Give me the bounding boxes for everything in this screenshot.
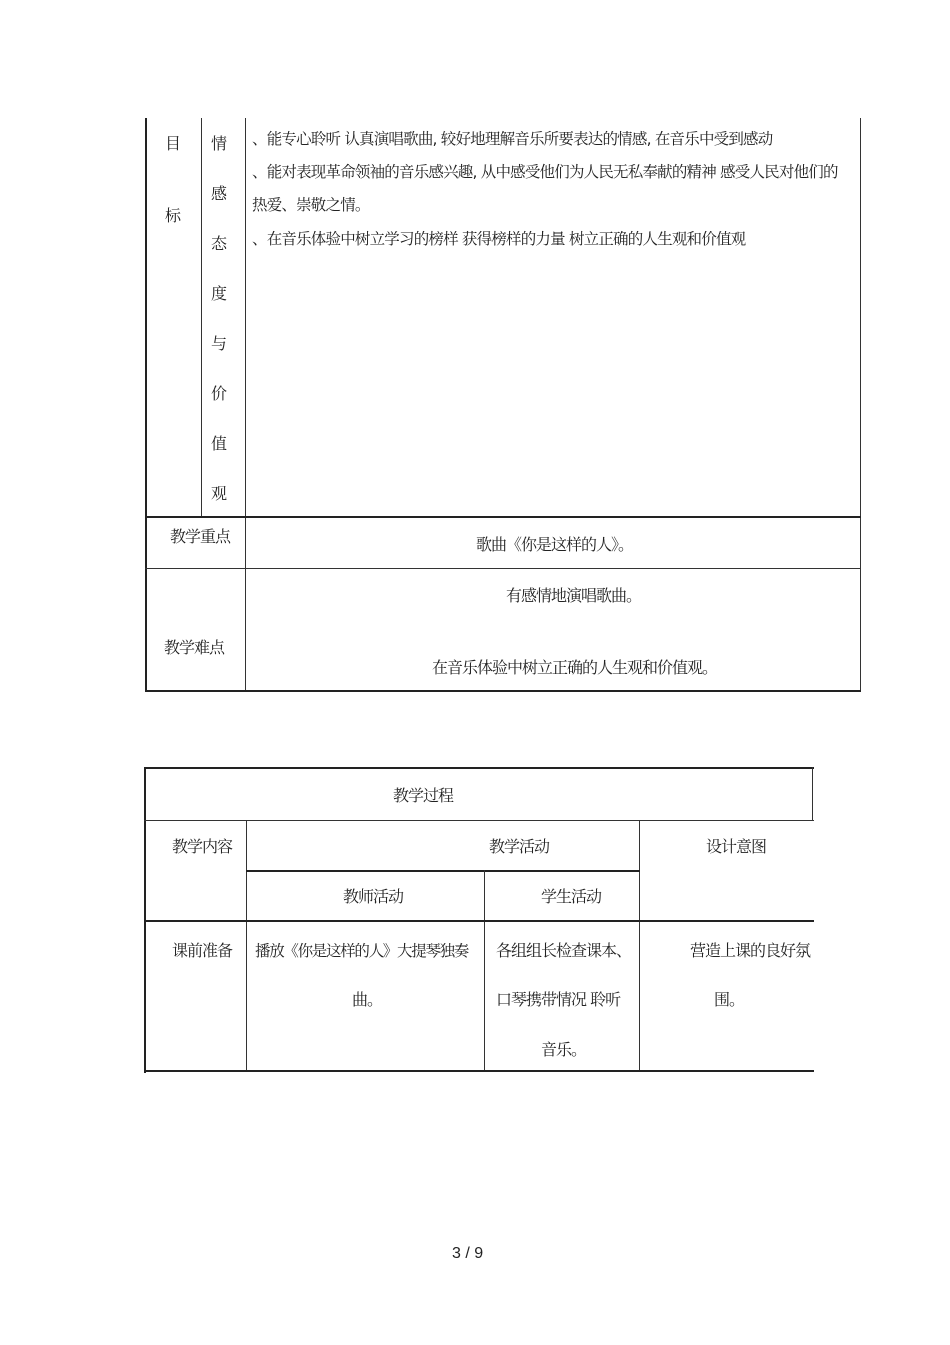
table2-bottom-border xyxy=(144,1070,814,1072)
row-content: 课前准备 xyxy=(172,941,233,960)
table1-label-divider xyxy=(245,118,246,692)
row-design-line: 营造上课的良好氛 xyxy=(690,941,811,960)
table2-col-divider xyxy=(484,870,485,1072)
row-student-line: 各组组长检查课本、 xyxy=(496,941,632,960)
emotion-label-char: 感 xyxy=(210,184,227,203)
header-teaching-activity: 教学活动 xyxy=(489,837,550,856)
header-teaching-content: 教学内容 xyxy=(172,837,233,856)
process-title: 教学过程 xyxy=(393,786,454,805)
table1-inner-divider xyxy=(201,118,202,516)
key-point-text: 歌曲《你是这样的人》。 xyxy=(476,535,634,554)
table1-bottom-border xyxy=(145,690,861,692)
emotion-label-char: 情 xyxy=(210,134,227,153)
emotion-goal-line: 热爱、崇敬之情。 xyxy=(252,196,370,214)
objective-label-char: 目 xyxy=(164,134,181,153)
table2-col-divider xyxy=(639,820,640,1072)
table2-right-border xyxy=(812,767,813,821)
table2-col-divider xyxy=(246,820,247,1072)
key-point-label: 教学重点 xyxy=(170,527,231,546)
table2-row-divider xyxy=(144,820,814,821)
table2-header-bottom xyxy=(144,920,814,922)
row-student-line: 口琴携带情况 聆听 xyxy=(496,990,621,1009)
emotion-label-char: 态 xyxy=(210,234,227,253)
table1-row-divider xyxy=(145,568,861,569)
objective-label-char: 标 xyxy=(164,206,181,225)
emotion-goal-line: 、能对表现革命领袖的音乐感兴趣, 从中感受他们为人民无私奉献的精神 感受人民对他们的 xyxy=(252,163,838,181)
table2-subheader-divider xyxy=(246,870,640,872)
emotion-goal-line: 、在音乐体验中树立学习的榜样 获得榜样的力量 树立正确的人生观和价值观 xyxy=(252,230,746,248)
table1-left-border xyxy=(145,118,147,692)
page-number: 3 / 9 xyxy=(452,1245,484,1262)
difficulty-label: 教学难点 xyxy=(164,638,225,657)
table2-top-border xyxy=(144,767,814,769)
difficulty-line: 在音乐体验中树立正确的人生观和价值观。 xyxy=(432,658,718,677)
difficulty-line: 有感情地演唱歌曲。 xyxy=(506,586,642,605)
emotion-label-char: 度 xyxy=(210,284,227,303)
row-design-line: 围。 xyxy=(714,990,745,1009)
emotion-goal-line: 、能专心聆听 认真演唱歌曲, 较好地理解音乐所要表达的情感, 在音乐中受到感动 xyxy=(252,130,773,148)
row-teacher-line: 播放《你是这样的人》大提琴独奏 xyxy=(255,942,469,960)
header-teacher-activity: 教师活动 xyxy=(343,887,404,906)
table1-right-border xyxy=(860,118,861,692)
emotion-label-char: 观 xyxy=(210,484,227,503)
emotion-label-char: 价 xyxy=(210,384,227,403)
table1-row-divider xyxy=(145,516,861,518)
header-student-activity: 学生活动 xyxy=(541,887,602,906)
row-teacher-line: 曲。 xyxy=(352,990,383,1009)
row-student-line: 音乐。 xyxy=(541,1040,587,1059)
emotion-label-char: 值 xyxy=(210,434,227,453)
header-design-intent: 设计意图 xyxy=(706,837,767,856)
emotion-label-char: 与 xyxy=(210,334,227,353)
